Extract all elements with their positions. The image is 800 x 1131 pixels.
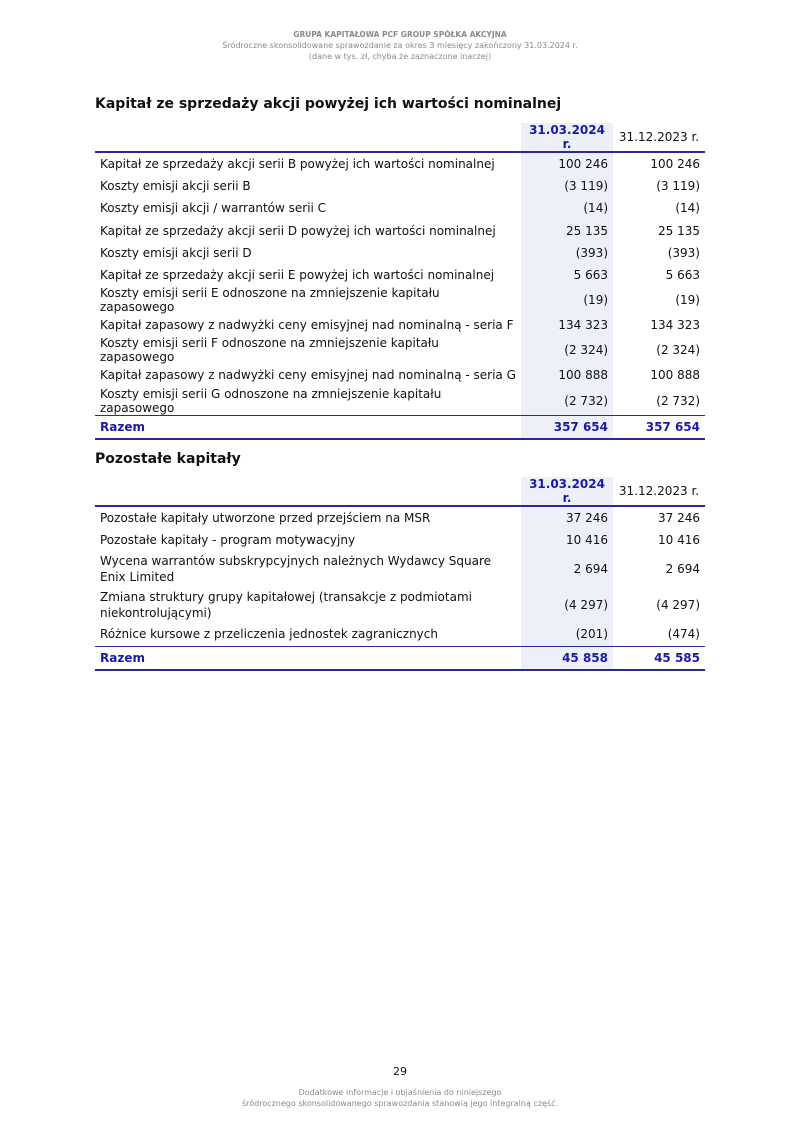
table-row <box>95 529 705 551</box>
share-premium-table <box>95 123 705 440</box>
table-row <box>95 264 705 286</box>
section-title-share-premium: Kapitał ze sprzedaży akcji powyżej ich wartości nominalnej <box>95 96 562 112</box>
row-label: Koszty emisji akcji / warrantów serii C <box>100 201 327 216</box>
row-value-current: (201) <box>521 623 613 646</box>
row-label: Koszty emisji akcji serii D <box>100 245 252 260</box>
row-value-previous: 2 694 <box>665 562 700 577</box>
row-value-current: 100 246 <box>521 152 613 175</box>
row-value-previous: 5 663 <box>665 268 700 283</box>
footer-line-2: śródrocznego skonsolidowanego sprawozdania stanowią jego integralną część. <box>241 1099 559 1108</box>
row-value-current: (19) <box>521 286 613 314</box>
row-value-previous: (393) <box>667 245 700 260</box>
table-row <box>95 175 705 197</box>
row-label: Różnice kursowe z przeliczenia jednostek zagranicznych <box>100 627 438 642</box>
row-value-current: 2 694 <box>521 551 613 587</box>
row-label: Kapitał zapasowy z nadwyżki ceny emisyjnej nad nominalną - seria F <box>100 318 514 333</box>
row-label: Kapitał ze sprzedaży akcji serii E powyżej ich wartości nominalnej <box>100 268 495 283</box>
table-row <box>95 587 705 623</box>
header-units-note: (dane w tys. zł, chyba że zaznaczone inaczej) <box>308 52 492 61</box>
other-capital-table <box>95 477 705 671</box>
page-footer <box>0 1087 800 1109</box>
row-value-previous: 25 135 <box>658 223 700 238</box>
row-label: Kapitał ze sprzedaży akcji serii B powyżej ich wartości nominalnej <box>100 157 495 172</box>
header-report-period: Śródroczne skonsolidowane sprawozdanie za okres 3 miesięcy zakończony 31.03.2024 r. <box>222 41 578 50</box>
row-value-previous: (4 297) <box>656 598 700 613</box>
row-value-current: (14) <box>521 197 613 219</box>
total-row <box>95 646 705 670</box>
table-row <box>95 623 705 646</box>
section-title-other-capital: Pozostałe kapitały <box>95 451 241 467</box>
row-value-previous: (3 119) <box>656 179 700 194</box>
page-number: 29 <box>393 1065 407 1078</box>
header-company-name: GRUPA KAPITAŁOWA PCF GROUP SPÓŁKA AKCYJNA <box>293 30 507 39</box>
table-row <box>95 242 705 264</box>
column-header-previous: 31.12.2023 r. <box>618 130 700 144</box>
row-value-current: (4 297) <box>521 587 613 623</box>
row-value-previous: (474) <box>667 627 700 642</box>
row-label: Pozostałe kapitały utworzone przed przejściem na MSR <box>100 511 431 526</box>
row-value-previous: 100 888 <box>650 368 700 383</box>
table-row <box>95 387 705 416</box>
row-value-current: 134 323 <box>521 314 613 336</box>
row-label: Koszty emisji akcji serii B <box>100 179 251 194</box>
total-row <box>95 415 705 439</box>
total-label: Razem <box>95 646 521 670</box>
table-row <box>95 364 705 386</box>
row-value-current: (393) <box>521 242 613 264</box>
row-label: Koszty emisji serii E odnoszone na zmniejszenie kapitału zapasowego <box>100 286 440 315</box>
header-label-cell <box>95 123 521 152</box>
total-value-current: 357 654 <box>521 415 613 439</box>
page-header <box>0 29 800 62</box>
row-value-current: 100 888 <box>521 364 613 386</box>
table-row <box>95 220 705 242</box>
row-label: Kapitał zapasowy z nadwyżki ceny emisyjnej nad nominalną - seria G <box>100 368 516 383</box>
row-label: Koszty emisji serii G odnoszone na zmniejszenie kapitału zapasowego <box>100 386 442 415</box>
table-header-row <box>95 477 705 506</box>
table-row <box>95 197 705 219</box>
row-value-previous: 100 246 <box>650 157 700 172</box>
row-value-previous: 134 323 <box>650 318 700 333</box>
row-value-current: (3 119) <box>521 175 613 197</box>
row-value-previous: (14) <box>675 201 700 216</box>
row-value-previous: (2 732) <box>656 393 700 408</box>
total-value-previous: 45 585 <box>613 646 705 670</box>
table-row <box>95 152 705 175</box>
row-label: Zmiana struktury grupy kapitałowej (transakcje z podmiotami niekontrolującymi) <box>100 590 472 621</box>
row-value-current: 5 663 <box>521 264 613 286</box>
column-header-current: 31.03.2024 r. <box>521 123 613 152</box>
column-header-previous: 31.12.2023 r. <box>618 484 700 498</box>
table-row <box>95 314 705 336</box>
total-value-current: 45 858 <box>521 646 613 670</box>
row-value-current: (2 732) <box>521 387 613 416</box>
row-label: Kapitał ze sprzedaży akcji serii D powyżej ich wartości nominalnej <box>100 223 496 238</box>
row-label: Koszty emisji serii F odnoszone na zmniejszenie kapitału zapasowego <box>100 336 439 365</box>
row-value-previous: 10 416 <box>658 533 700 548</box>
row-label: Wycena warrantów subskrypcyjnych należnych Wydawcy Square Enix Limited <box>100 554 492 585</box>
header-label-cell <box>95 477 521 506</box>
row-value-current: 25 135 <box>521 220 613 242</box>
row-label: Pozostałe kapitały - program motywacyjny <box>100 533 356 548</box>
total-value-previous: 357 654 <box>613 415 705 439</box>
table-row <box>95 506 705 529</box>
row-value-previous: 37 246 <box>658 511 700 526</box>
row-value-current: (2 324) <box>521 336 613 364</box>
footer-line-1: Dodatkowe informacje i objaśnienia do niniejszego <box>298 1088 502 1097</box>
row-value-previous: (19) <box>675 293 700 308</box>
row-value-current: 10 416 <box>521 529 613 551</box>
table-row <box>95 551 705 587</box>
table-header-row <box>95 123 705 152</box>
total-label: Razem <box>95 415 521 439</box>
column-header-current: 31.03.2024 r. <box>521 477 613 506</box>
table-row <box>95 286 705 314</box>
row-value-current: 37 246 <box>521 506 613 529</box>
table-row <box>95 336 705 364</box>
row-value-previous: (2 324) <box>656 343 700 358</box>
